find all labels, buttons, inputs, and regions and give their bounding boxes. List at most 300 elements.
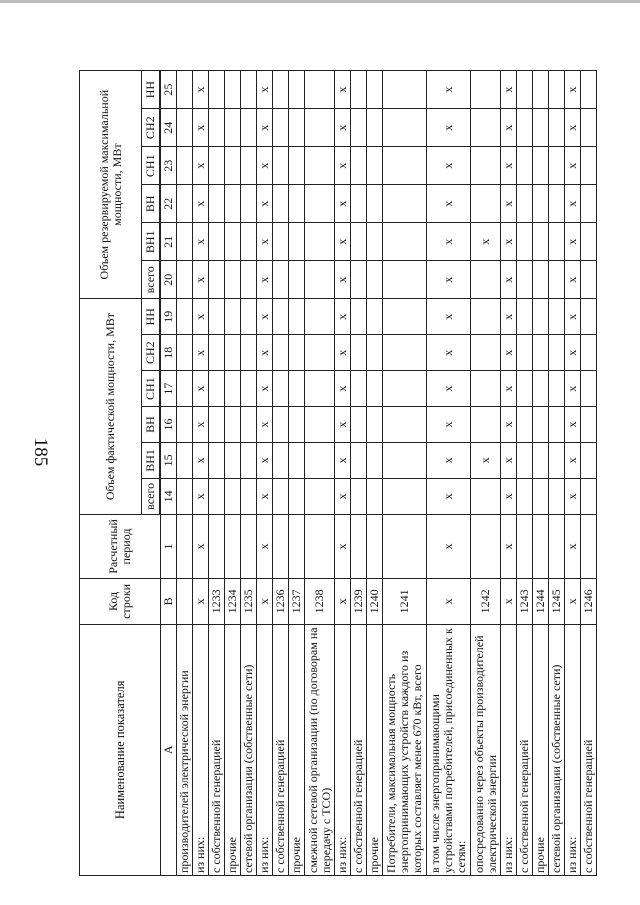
- row-value-cell: [549, 223, 565, 261]
- row-code-cell: [177, 579, 193, 624]
- row-value-cell: х: [257, 71, 273, 109]
- row-value-cell: [273, 261, 289, 299]
- row-value-cell: х: [193, 442, 209, 478]
- row-period-cell: х: [335, 514, 351, 578]
- table-row: [193, 71, 209, 876]
- row-period-cell: [273, 514, 289, 578]
- row-value-cell: [549, 109, 565, 147]
- table-row: [383, 71, 427, 876]
- row-value-cell: х: [257, 407, 273, 443]
- row-value-cell: х: [257, 299, 273, 335]
- row-value-cell: [533, 371, 549, 407]
- row-value-cell: [177, 261, 193, 299]
- table-row: [273, 71, 289, 876]
- row-value-cell: [225, 478, 241, 514]
- row-value-cell: [367, 185, 383, 223]
- header-period-column: Расчетный период: [80, 514, 161, 578]
- row-value-cell: [351, 71, 367, 109]
- row-value-cell: [367, 407, 383, 443]
- col-number: 21: [161, 223, 177, 261]
- row-value-cell: [383, 109, 427, 147]
- row-value-cell: х: [193, 109, 209, 147]
- row-value-cell: [273, 478, 289, 514]
- row-value-cell: х: [335, 261, 351, 299]
- row-name-cell: из них:: [193, 624, 209, 875]
- table-row: [225, 71, 241, 876]
- row-value-cell: [351, 335, 367, 371]
- row-value-cell: х: [565, 185, 581, 223]
- row-value-cell: х: [427, 185, 471, 223]
- subcol-vn1: ВН1: [142, 442, 160, 478]
- row-value-cell: х: [501, 109, 517, 147]
- row-name-cell: в том числе энергопринимающими устройствами потребителей, присоединенных к сетям:: [427, 624, 471, 875]
- row-value-cell: [383, 261, 427, 299]
- row-value-cell: х: [501, 371, 517, 407]
- row-value-cell: х: [193, 71, 209, 109]
- subcol-vn: ВН: [142, 407, 160, 443]
- row-value-cell: [581, 371, 597, 407]
- row-value-cell: [471, 185, 501, 223]
- row-value-cell: х: [565, 442, 581, 478]
- row-period-cell: х: [193, 514, 209, 578]
- row-value-cell: [305, 109, 335, 147]
- row-value-cell: х: [257, 442, 273, 478]
- row-value-cell: [581, 71, 597, 109]
- subcol-sn2: СН2: [142, 109, 160, 147]
- row-name-cell: с собственной генерацией: [581, 624, 597, 875]
- row-period-cell: [581, 514, 597, 578]
- row-value-cell: [367, 109, 383, 147]
- row-value-cell: [517, 442, 533, 478]
- row-value-cell: [241, 407, 257, 443]
- row-name-cell: прочие: [533, 624, 549, 875]
- row-value-cell: [471, 371, 501, 407]
- row-value-cell: х: [427, 261, 471, 299]
- row-value-cell: [549, 407, 565, 443]
- row-value-cell: [305, 261, 335, 299]
- header-code-column: Код строки: [80, 579, 161, 624]
- table-row: [209, 71, 225, 876]
- row-value-cell: [383, 442, 427, 478]
- row-value-cell: [209, 147, 225, 185]
- row-value-cell: [289, 442, 305, 478]
- row-value-cell: [241, 371, 257, 407]
- row-name-cell: прочие: [367, 624, 383, 875]
- row-value-cell: х: [501, 299, 517, 335]
- row-period-cell: [367, 514, 383, 578]
- row-name-cell: опосредованно через объекты производителей электрической энергии: [471, 624, 501, 875]
- row-value-cell: [273, 147, 289, 185]
- row-value-cell: х: [427, 71, 471, 109]
- col-number: 23: [161, 147, 177, 185]
- rotated-table-container: [79, 70, 595, 876]
- header-name-column: Наименование показателя: [80, 624, 161, 875]
- row-name-cell: с собственной генерацией: [517, 624, 533, 875]
- row-period-cell: [471, 514, 501, 578]
- row-value-cell: [383, 147, 427, 185]
- row-code-cell: х: [501, 579, 517, 624]
- row-value-cell: [549, 478, 565, 514]
- row-value-cell: х: [565, 299, 581, 335]
- row-value-cell: [533, 407, 549, 443]
- row-name-cell: из них:: [257, 624, 273, 875]
- row-value-cell: х: [565, 371, 581, 407]
- row-value-cell: х: [565, 147, 581, 185]
- row-value-cell: [351, 442, 367, 478]
- row-code-cell: 1243: [517, 579, 533, 624]
- row-value-cell: [177, 223, 193, 261]
- row-value-cell: х: [335, 147, 351, 185]
- row-period-cell: [289, 514, 305, 578]
- row-code-cell: 1239: [351, 579, 367, 624]
- col-number: 15: [161, 442, 177, 478]
- row-name-cell: прочие: [289, 624, 305, 875]
- row-value-cell: [471, 478, 501, 514]
- row-value-cell: х: [335, 71, 351, 109]
- row-period-cell: [209, 514, 225, 578]
- page-top-rule: [0, 0, 640, 3]
- row-value-cell: [209, 371, 225, 407]
- row-value-cell: х: [427, 407, 471, 443]
- row-value-cell: [209, 442, 225, 478]
- row-value-cell: [367, 335, 383, 371]
- table-body: [177, 71, 597, 876]
- table-row: [351, 71, 367, 876]
- row-value-cell: [177, 185, 193, 223]
- row-value-cell: [383, 185, 427, 223]
- row-value-cell: х: [565, 223, 581, 261]
- row-code-cell: 1234: [225, 579, 241, 624]
- col-number: 25: [161, 71, 177, 109]
- row-value-cell: [581, 335, 597, 371]
- row-value-cell: х: [335, 371, 351, 407]
- row-value-cell: х: [193, 371, 209, 407]
- row-value-cell: [581, 407, 597, 443]
- row-value-cell: [533, 223, 549, 261]
- row-code-cell: х: [565, 579, 581, 624]
- subcol-total: всего: [142, 261, 160, 299]
- row-name-cell: сетевой организации (собственные сети): [241, 624, 257, 875]
- row-period-cell: х: [565, 514, 581, 578]
- row-value-cell: [241, 109, 257, 147]
- row-value-cell: х: [257, 223, 273, 261]
- row-code-cell: 1245: [549, 579, 565, 624]
- col-number: 17: [161, 371, 177, 407]
- row-value-cell: [241, 299, 257, 335]
- letter-a: А: [161, 624, 177, 875]
- col-number: 19: [161, 299, 177, 335]
- row-value-cell: х: [193, 478, 209, 514]
- row-value-cell: [517, 371, 533, 407]
- row-value-cell: [517, 478, 533, 514]
- table-row: [305, 71, 335, 876]
- row-value-cell: [517, 335, 533, 371]
- row-value-cell: [289, 478, 305, 514]
- row-value-cell: [517, 109, 533, 147]
- row-value-cell: х: [193, 223, 209, 261]
- row-code-cell: 1246: [581, 579, 597, 624]
- row-value-cell: [289, 223, 305, 261]
- row-value-cell: х: [427, 371, 471, 407]
- row-value-cell: х: [565, 335, 581, 371]
- subcol-vn1: ВН1: [142, 223, 160, 261]
- subcol-nn: НН: [142, 71, 160, 109]
- table-row: [581, 71, 597, 876]
- row-value-cell: [533, 299, 549, 335]
- row-value-cell: [273, 442, 289, 478]
- row-name-cell: из них:: [565, 624, 581, 875]
- row-value-cell: [533, 261, 549, 299]
- row-value-cell: [289, 185, 305, 223]
- row-code-cell: 1237: [289, 579, 305, 624]
- row-value-cell: х: [427, 478, 471, 514]
- row-value-cell: [351, 407, 367, 443]
- row-value-cell: [533, 147, 549, 185]
- row-value-cell: х: [335, 335, 351, 371]
- row-value-cell: [241, 335, 257, 371]
- row-value-cell: [209, 478, 225, 514]
- row-value-cell: [289, 335, 305, 371]
- table-row: [241, 71, 257, 876]
- row-value-cell: [351, 109, 367, 147]
- row-value-cell: х: [427, 335, 471, 371]
- row-value-cell: х: [193, 299, 209, 335]
- row-value-cell: [581, 442, 597, 478]
- row-value-cell: х: [257, 185, 273, 223]
- row-value-cell: [289, 371, 305, 407]
- row-value-cell: х: [193, 335, 209, 371]
- row-value-cell: х: [501, 478, 517, 514]
- row-value-cell: [517, 71, 533, 109]
- row-value-cell: [225, 299, 241, 335]
- row-value-cell: [209, 185, 225, 223]
- row-value-cell: х: [565, 109, 581, 147]
- row-value-cell: [383, 371, 427, 407]
- row-value-cell: [351, 147, 367, 185]
- row-value-cell: [273, 71, 289, 109]
- indicators-table: [79, 70, 597, 876]
- row-value-cell: [209, 299, 225, 335]
- table-row: [501, 71, 517, 876]
- row-value-cell: [581, 261, 597, 299]
- row-value-cell: [305, 478, 335, 514]
- row-value-cell: [305, 185, 335, 223]
- row-value-cell: [305, 147, 335, 185]
- row-value-cell: [471, 335, 501, 371]
- row-value-cell: [383, 71, 427, 109]
- row-period-cell: [225, 514, 241, 578]
- row-period-cell: [383, 514, 427, 578]
- col-number: 16: [161, 407, 177, 443]
- row-value-cell: [209, 223, 225, 261]
- row-value-cell: х: [471, 442, 501, 478]
- row-value-cell: [533, 71, 549, 109]
- row-name-cell: Потребители, максимальная мощность энергопринимающих устройств каждого из которых составляет менее 670 кВт, всего: [383, 624, 427, 875]
- table-row: [549, 71, 565, 876]
- header-fact-capacity: Объем фактической мощности, МВт: [80, 299, 142, 514]
- row-name-cell: с собственной генерацией: [209, 624, 225, 875]
- row-code-cell: 1242: [471, 579, 501, 624]
- row-value-cell: [289, 71, 305, 109]
- row-code-cell: 1241: [383, 579, 427, 624]
- row-value-cell: [581, 185, 597, 223]
- row-value-cell: [471, 261, 501, 299]
- header-reserve-capacity: Объем резервируемой максимальной мощности, МВт: [80, 71, 142, 299]
- subcol-nn: НН: [142, 299, 160, 335]
- row-period-cell: [177, 514, 193, 578]
- row-code-cell: х: [427, 579, 471, 624]
- row-value-cell: х: [565, 478, 581, 514]
- row-code-cell: х: [257, 579, 273, 624]
- row-value-cell: х: [335, 299, 351, 335]
- table-row: [427, 71, 471, 876]
- row-value-cell: [273, 223, 289, 261]
- row-value-cell: [273, 185, 289, 223]
- row-value-cell: [273, 109, 289, 147]
- row-value-cell: [289, 261, 305, 299]
- row-value-cell: [471, 299, 501, 335]
- row-value-cell: [471, 407, 501, 443]
- row-value-cell: х: [257, 478, 273, 514]
- row-period-cell: х: [501, 514, 517, 578]
- table-row: [289, 71, 305, 876]
- row-value-cell: [305, 442, 335, 478]
- table-row: [565, 71, 581, 876]
- row-value-cell: [581, 147, 597, 185]
- row-name-cell: из них:: [335, 624, 351, 875]
- row-value-cell: [241, 185, 257, 223]
- row-value-cell: [517, 261, 533, 299]
- row-value-cell: х: [501, 147, 517, 185]
- row-value-cell: [289, 299, 305, 335]
- row-code-cell: х: [335, 579, 351, 624]
- row-value-cell: [383, 335, 427, 371]
- row-value-cell: [533, 185, 549, 223]
- row-value-cell: [351, 223, 367, 261]
- row-value-cell: [549, 261, 565, 299]
- row-value-cell: [351, 261, 367, 299]
- row-name-cell: смежной сетевой организации (по договорам на передачу с ТСО): [305, 624, 335, 875]
- row-value-cell: [225, 371, 241, 407]
- row-value-cell: [177, 71, 193, 109]
- row-value-cell: [383, 478, 427, 514]
- row-value-cell: х: [257, 261, 273, 299]
- row-value-cell: х: [565, 261, 581, 299]
- row-value-cell: х: [501, 223, 517, 261]
- row-value-cell: [241, 478, 257, 514]
- row-value-cell: [305, 335, 335, 371]
- row-value-cell: [549, 147, 565, 185]
- row-value-cell: х: [335, 478, 351, 514]
- row-value-cell: [177, 335, 193, 371]
- row-value-cell: [177, 109, 193, 147]
- letter-v: В: [161, 579, 177, 624]
- row-value-cell: [581, 109, 597, 147]
- row-value-cell: [581, 299, 597, 335]
- row-value-cell: [273, 407, 289, 443]
- row-value-cell: х: [193, 261, 209, 299]
- row-value-cell: [209, 407, 225, 443]
- row-value-cell: [305, 371, 335, 407]
- page-number: 185: [30, 437, 51, 467]
- row-name-cell: прочие: [225, 624, 241, 875]
- row-value-cell: х: [427, 147, 471, 185]
- row-value-cell: [549, 71, 565, 109]
- row-value-cell: [471, 71, 501, 109]
- row-value-cell: [289, 407, 305, 443]
- row-name-cell: сетевой организации (собственные сети): [549, 624, 565, 875]
- row-value-cell: х: [193, 185, 209, 223]
- row-value-cell: [533, 109, 549, 147]
- row-period-cell: х: [257, 514, 273, 578]
- col-number: 18: [161, 335, 177, 371]
- letter-1: 1: [161, 514, 177, 578]
- row-value-cell: [549, 335, 565, 371]
- row-value-cell: [383, 407, 427, 443]
- subcol-total: всего: [142, 478, 160, 514]
- row-value-cell: [367, 223, 383, 261]
- row-value-cell: [367, 371, 383, 407]
- row-value-cell: [273, 335, 289, 371]
- row-value-cell: х: [257, 147, 273, 185]
- row-value-cell: х: [565, 407, 581, 443]
- row-value-cell: [289, 109, 305, 147]
- row-value-cell: х: [193, 407, 209, 443]
- row-period-cell: [517, 514, 533, 578]
- row-value-cell: [517, 223, 533, 261]
- row-value-cell: х: [335, 223, 351, 261]
- subcol-sn1: СН1: [142, 147, 160, 185]
- row-value-cell: х: [501, 407, 517, 443]
- row-value-cell: х: [427, 109, 471, 147]
- row-value-cell: [225, 147, 241, 185]
- row-value-cell: [351, 299, 367, 335]
- row-value-cell: [549, 185, 565, 223]
- row-value-cell: [517, 299, 533, 335]
- row-value-cell: [367, 71, 383, 109]
- row-value-cell: [289, 147, 305, 185]
- row-value-cell: [549, 371, 565, 407]
- row-value-cell: [209, 261, 225, 299]
- row-value-cell: [209, 335, 225, 371]
- row-value-cell: [581, 478, 597, 514]
- row-value-cell: х: [257, 109, 273, 147]
- table-row: [367, 71, 383, 876]
- row-code-cell: 1233: [209, 579, 225, 624]
- row-value-cell: х: [565, 71, 581, 109]
- row-value-cell: [241, 261, 257, 299]
- row-value-cell: [305, 223, 335, 261]
- row-value-cell: [533, 335, 549, 371]
- row-value-cell: [351, 371, 367, 407]
- row-period-cell: х: [427, 514, 471, 578]
- table-row: [471, 71, 501, 876]
- row-value-cell: [367, 478, 383, 514]
- row-period-cell: [549, 514, 565, 578]
- row-code-cell: 1238: [305, 579, 335, 624]
- row-value-cell: [225, 71, 241, 109]
- row-value-cell: [209, 71, 225, 109]
- row-value-cell: [517, 147, 533, 185]
- row-value-cell: [209, 109, 225, 147]
- row-value-cell: [241, 147, 257, 185]
- row-value-cell: [305, 71, 335, 109]
- row-value-cell: х: [501, 442, 517, 478]
- row-value-cell: [177, 299, 193, 335]
- row-value-cell: х: [335, 185, 351, 223]
- row-value-cell: [225, 223, 241, 261]
- row-value-cell: [241, 71, 257, 109]
